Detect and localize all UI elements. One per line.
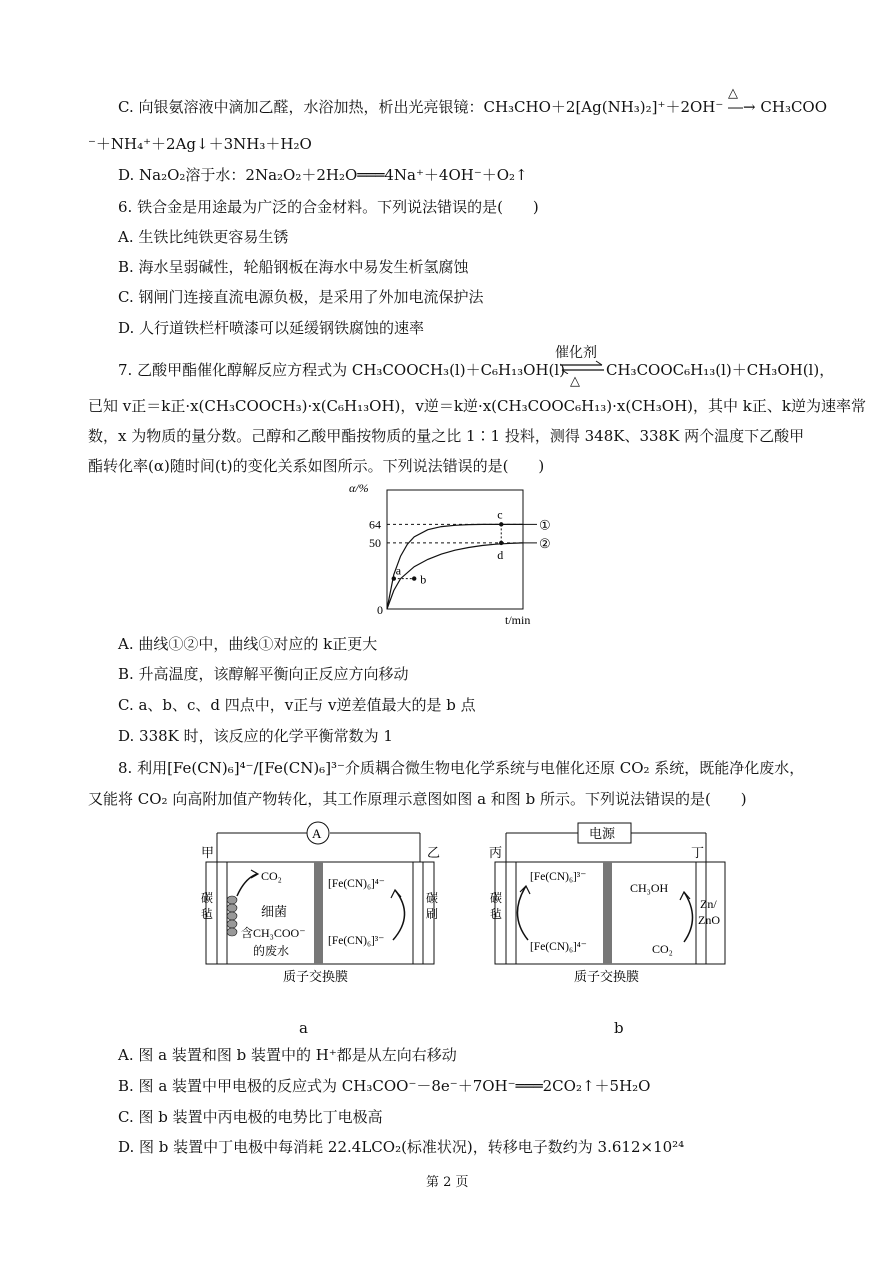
y-tick-64: 64 [369, 517, 381, 532]
wastewater-label-1: 含CH₃COO⁻ [241, 926, 306, 940]
q8-stem-line1: 8. 利用[Fe(CN)₆]⁴⁻/[Fe(CN)₆]³⁻介质耦合微生物电化学系统与电催化还原 CO₂ 系统，既能净化废水， [118, 759, 805, 777]
membrane-label-a: 质子交换膜 [283, 969, 349, 984]
q7-stem-line4: 酯转化率(α)随时间(t)的变化关系如图所示。下列说法错误的是( ) [88, 457, 545, 475]
q6-stem: 6. 铁合金是用途最为广泛的合金材料。下列说法错误的是( ) [118, 198, 539, 216]
proton-membrane-b [603, 862, 612, 964]
conversion-chart [345, 478, 570, 633]
page-number: 第 2 页 [426, 1175, 469, 1190]
q5-option-c: C. 向银氨溶液中滴加乙醛，水浴加热，析出光亮银镜：CH₃CHO＋2[Ag(NH₃)₂]⁺＋2OH⁻ ―→ CH₃COO [118, 98, 828, 116]
fe3-label-a: [Fe(CN)₆]³⁻ [328, 935, 385, 947]
q8-option-d: D. 图 b 装置中丁电极中每消耗 22.4LCO₂(标准状况)，转移电子数约为 3.612×10²⁴ [118, 1138, 685, 1156]
carbon-felt-label-a1: 碳 [201, 891, 214, 905]
point-label-b: b [420, 572, 427, 587]
wastewater-label-2: 的废水 [253, 944, 290, 958]
q8-option-a: A. 图 a 装置和图 b 装置中的 H⁺都是从左向右移动 [118, 1046, 457, 1064]
electrode-yi-label: 乙 [427, 845, 441, 860]
bacteria-label: 细菌 [261, 904, 288, 919]
catalyst-label: 催化剂 [555, 345, 597, 361]
q7-option-c: C. a、b、c、d 四点中，v正与 v逆差值最大的是 b 点 [118, 696, 476, 714]
q5-option-d: D. Na₂O₂溶于水：2Na₂O₂＋2H₂O═══4Na⁺＋4OH⁻＋O₂↑ [118, 166, 528, 184]
ammeter-label: A [312, 826, 322, 841]
cycle-arrow-b-right [684, 892, 693, 942]
electrode-jia-label: 甲 [201, 845, 215, 860]
carbon-brush-label-2: 刷 [426, 907, 439, 921]
q6-option-c: C. 钢闸门连接直流电源负极，是采用了外加电流保护法 [118, 288, 484, 306]
co2-label-a: CO₂ [261, 869, 282, 883]
q6-option-a: A. 生铁比纯铁更容易生锈 [118, 228, 289, 246]
power-source-label: 电源 [589, 826, 616, 841]
cycle-arrow-b-left [517, 886, 528, 940]
point-label-d: d [497, 547, 504, 562]
heat-symbol: △ [728, 86, 738, 101]
carbon-felt-label-b2: 毡 [490, 907, 503, 921]
figure-b-caption: b [614, 1019, 624, 1037]
q6-option-b: B. 海水呈弱碱性，轮船钢板在海水中易发生析氢腐蚀 [118, 258, 469, 276]
q7-stem-line2: 已知 v正＝k正·x(CH₃COOCH₃)·x(C₆H₁₃OH)，v逆＝k逆·x(CH₃COOC₆H₁₃)·x(CH₃OH)，其中 k正、k逆为速率常 [88, 397, 866, 415]
q8-stem-line2: 又能将 CO₂ 向高附加值产物转化，其工作原理示意图如图 a 和图 b 所示。下列说法错误的是( ) [88, 790, 747, 808]
q7-option-b: B. 升高温度，该醇解平衡向正反应方向移动 [118, 665, 409, 683]
q6-option-d: D. 人行道铁栏杆喷漆可以延缓钢铁腐蚀的速率 [118, 319, 425, 337]
q5-option-c-continued: ⁻＋NH₄⁺＋2Ag↓＋3NH₃＋H₂O [88, 135, 312, 153]
origin-label: 0 [377, 603, 383, 617]
methanol-label: CH₃OH [630, 881, 669, 895]
y-tick-50: 50 [369, 535, 381, 550]
point-b [412, 576, 416, 580]
zn-electrode-label-1: Zn/ [700, 897, 717, 911]
figure-a-caption: a [299, 1019, 308, 1037]
cycle-arrow-a [393, 890, 405, 940]
point-label-c: c [497, 507, 503, 522]
electrode-ding-label: 丁 [691, 845, 705, 860]
fe4-label-a: [Fe(CN)₆]⁴⁻ [328, 878, 385, 890]
carbon-brush-label-1: 碳 [426, 891, 439, 905]
membrane-label-b: 质子交换膜 [574, 969, 640, 984]
reversible-arrow-icon [558, 360, 606, 374]
figure-b [486, 820, 736, 990]
co2-label-b: CO₂ [652, 942, 673, 956]
fe4-label-b: [Fe(CN)₆]⁴⁻ [530, 941, 587, 953]
q7-stem-line3: 数，x 为物质的量分数。己醇和乙酸甲酯按物质的量之比 1∶1 投料，测得 348K、338K 两个温度下乙酸甲 [88, 427, 805, 445]
zn-electrode-label-2: ZnO [698, 913, 720, 927]
point-d [499, 541, 503, 545]
carbon-felt-label-b1: 碳 [490, 891, 503, 905]
q8-option-b: B. 图 a 装置中甲电极的反应式为 CH₃COO⁻－8e⁻＋7OH⁻═══2CO₂↑＋5H₂O [118, 1077, 651, 1095]
x-axis-label: t/min [505, 613, 531, 627]
electrode-bing-label: 丙 [489, 845, 503, 860]
co2-arrow [237, 874, 257, 896]
curve-1 [387, 524, 523, 609]
fe3-label-b: [Fe(CN)₆]³⁻ [530, 871, 587, 883]
carbon-felt-label-a2: 毡 [201, 907, 214, 921]
series-label-2: ② [539, 535, 551, 551]
q7-stem-line1b: CH₃COOC₆H₁₃(l)＋CH₃OH(l)， [606, 361, 835, 379]
catalyst-heat: △ [570, 374, 580, 389]
y-axis-label: α/% [349, 481, 369, 495]
point-label-a: a [395, 563, 402, 578]
point-c [499, 522, 503, 526]
q7-stem-line1a: 7. 乙酸甲酯催化醇解反应方程式为 CH₃COOCH₃(l)＋C₆H₁₃OH(l) [118, 361, 566, 379]
series-label-1: ① [539, 517, 551, 533]
q8-option-c: C. 图 b 装置中丙电极的电势比丁电极高 [118, 1108, 383, 1126]
proton-membrane [314, 862, 323, 964]
q7-option-d: D. 338K 时，该反应的化学平衡常数为 1 [118, 727, 393, 745]
figure-a [195, 820, 445, 990]
q7-option-a: A. 曲线①②中，曲线①对应的 k正更大 [118, 635, 378, 653]
bacteria-icon [227, 896, 237, 936]
